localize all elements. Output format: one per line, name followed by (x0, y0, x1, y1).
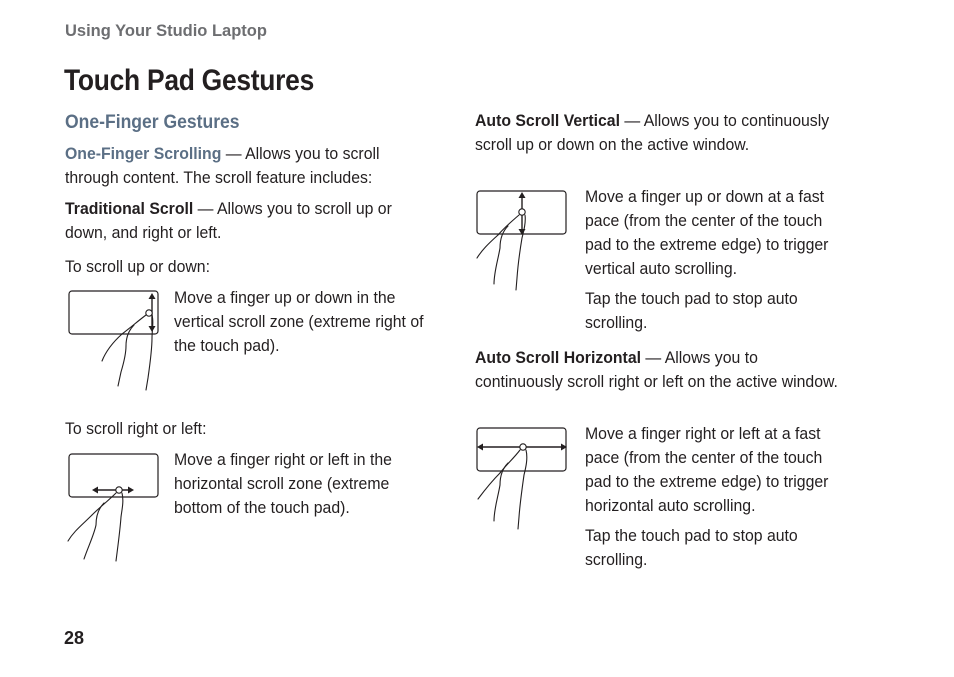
page-number: 28 (64, 628, 85, 648)
auto-scroll-vertical-term: Auto Scroll Vertical (475, 111, 620, 130)
auto-scroll-vertical-illustration (474, 188, 570, 294)
one-finger-scrolling-paragraph (65, 142, 417, 190)
auto-scroll-vertical-paragraph (475, 109, 847, 157)
auto-scroll-horizontal-paragraph (475, 346, 847, 394)
page-title: Touch Pad Gestures (64, 64, 315, 97)
auto-scroll-horizontal-illustration (474, 425, 570, 535)
scroll-up-down-instruction: Move a finger up or down in the vertical scroll zone (extreme right of the touch pad). (174, 288, 424, 355)
scroll-up-down-intro: To scroll up or down: (65, 257, 210, 276)
one-finger-scrolling-description: — Allows you to scroll through content. The scroll feature includes: (65, 144, 380, 187)
auto-scroll-horizontal-stop: Tap the touch pad to stop auto scrolling. (585, 526, 798, 569)
traditional-scroll-description: — Allows you to scroll up or down, and right or left. (65, 199, 392, 242)
traditional-scroll-paragraph (65, 197, 437, 245)
auto-scroll-vertical-instruction: Move a finger up or down at a fast pace (from the center of the touch pad to the extreme edge) to trigger vertical auto scrolling. (585, 187, 829, 278)
section-heading: One-Finger Gestures (65, 111, 240, 133)
auto-scroll-horizontal-instruction: Move a finger right or left at a fast pace (from the center of the touch pad to the extreme edge) to trigger horizontal auto scrolling. (585, 424, 829, 515)
touch-pad-outline (69, 291, 158, 334)
vertical-scroll-illustration (66, 288, 162, 392)
horizontal-scroll-illustration (66, 451, 162, 565)
hand-pointer-icon (68, 487, 123, 561)
running-head: Using Your Studio Laptop (65, 22, 267, 40)
scroll-right-left-intro: To scroll right or left: (65, 419, 207, 438)
scroll-right-left-instruction: Move a finger right or left in the horizontal scroll zone (extreme bottom of the touch pad). (174, 450, 392, 517)
auto-scroll-horizontal-term: Auto Scroll Horizontal (475, 348, 642, 367)
auto-scroll-vertical-description: — Allows you to continuously scroll up or down on the active window. (475, 111, 830, 154)
one-finger-scrolling-term: One-Finger Scrolling (65, 144, 222, 163)
traditional-scroll-term: Traditional Scroll (65, 199, 194, 218)
auto-scroll-vertical-stop: Tap the touch pad to stop auto scrolling. (585, 289, 798, 332)
auto-scroll-horizontal-description: — Allows you to continuously scroll right or left on the active window. (475, 348, 838, 391)
